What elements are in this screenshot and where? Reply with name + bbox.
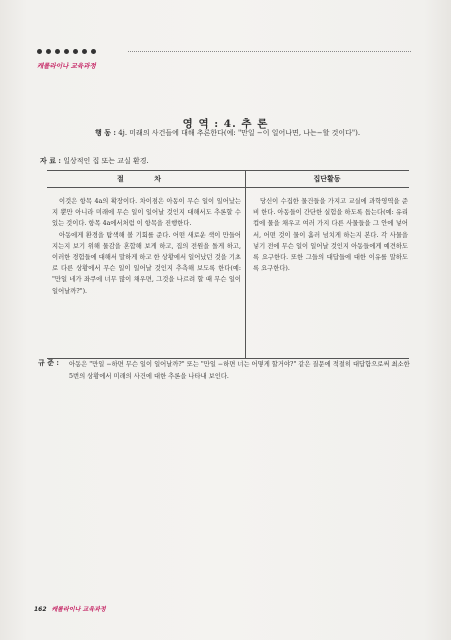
table-column-divider (245, 170, 246, 359)
header-dotted-rule (128, 51, 411, 52)
behavior-line (95, 128, 360, 138)
group-activity-column-body (253, 196, 408, 274)
header-dot (55, 49, 60, 54)
section-title: 영 역 : 4. 추 론 (182, 118, 269, 130)
page-number: 162 (34, 606, 47, 613)
header-dot (91, 49, 96, 54)
procedure-table (47, 170, 409, 359)
criteria-label: 규 준 : (38, 358, 59, 367)
page-footer (34, 604, 106, 613)
header-dot (46, 49, 51, 54)
criteria-text: 아동은 "만일 −하면 무슨 일이 일어날까?" 또는 "만일 −하면 너는 어떻게 할거야?" 같은 질문에 적절히 대답함으로써 최소한 5번의 상황에서 미래의 사건에 대한 추론을 나타내 보인다. (69, 361, 410, 380)
table-top-rule (47, 170, 409, 171)
footer-title: 캐롤라이나 교육과정 (51, 606, 106, 613)
table-header-rule (47, 187, 409, 188)
header-dot (64, 49, 69, 54)
header-dots (37, 47, 96, 55)
header-subtitle: 캐롤라이나 교육과정 (37, 62, 96, 70)
header-dot (37, 49, 42, 54)
behavior-label: 행 동 : (95, 128, 116, 137)
behavior-text: 4j. 미래의 사건들에 대해 추론한다(예: "만일 −이 일어나면, 나는−할 것이다"). (118, 129, 361, 137)
procedure-paragraph: 아동에게 환경을 탐색해 볼 기회를 준다. 어떤 새로운 색이 만들어지는지 보기 위해 물감을 혼합해 보게 하고, 집의 전원을 돌게 하고, 이러한 경험들에 대해서 말하게 하고 한 상황에서 일어났던 것을 기초로 다른 상황에서 무슨 일이 일어날 것인지 추측해 보도록 한다(예: "만일 네가 좌쿠에 너무 많이 채우면, 그것을 나르려 할 때 무슨 일이 일어날까?"). (52, 231, 241, 295)
group-activity-column-header: 집단활동 (313, 174, 341, 183)
procedure-paragraph: 이것은 항목 4a의 확장이다. 차이점은 아동이 무슨 일이 일어났는지 뿐만 아니라 미래에 무슨 일이 일어날 것인지 대해서도 추론할 수 있는 것이다. 항목 4a에서처럼 이 항목을 진행한다. (52, 198, 241, 228)
header-dot (73, 49, 78, 54)
procedure-column-header: 절 차 (117, 174, 175, 183)
materials-text: 일상적인 집 또는 교실 환경. (63, 157, 149, 165)
header-dot (82, 49, 87, 54)
materials-label: 자 료 : (40, 156, 61, 165)
group-activity-paragraph: 당신이 수집한 물건들을 가지고 교실에 과학영역을 준비 한다. 아동들이 간단한 실험을 하도록 돕는다(예: 유리컵에 물을 채우고 여러 가지 다른 사물들을 그 안에 넣어서, 어떤 것이 물이 흘러 넘치게 하는지 본다. 각 사물을 넣기 전에 무슨 일이 일어날 것인지 아동들에게 예견하도록 요구한다. 또한 그들의 대답들에 대한 이유를 말하도록 요구한다). (253, 198, 408, 273)
materials-line (40, 156, 149, 166)
procedure-column-body (52, 196, 241, 297)
